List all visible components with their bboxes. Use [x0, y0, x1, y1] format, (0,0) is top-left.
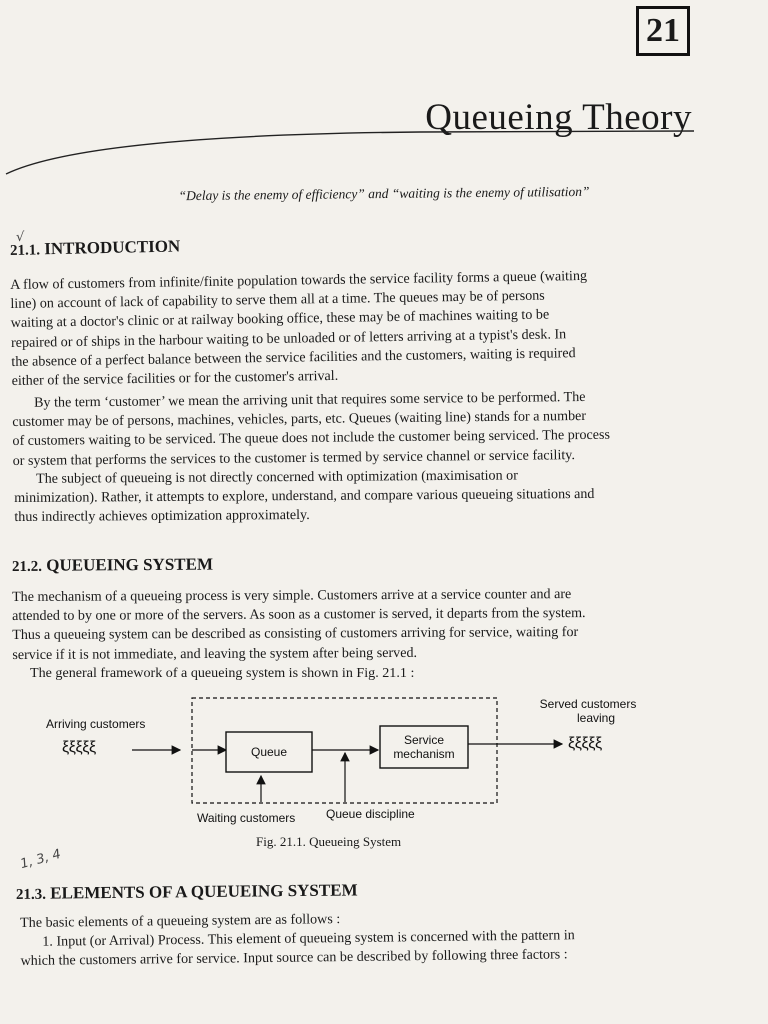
pencil-annotation: 1, 3, 4	[18, 846, 63, 873]
figure-caption: Fig. 21.1. Queueing System	[256, 834, 402, 849]
text-line: waiting at a doctor's clinic or at railway booking office, these may be of machines waiting to be	[10, 306, 550, 332]
intro-paragraph-1	[10, 265, 694, 391]
text-line: service if it is not immediate, and leaving the system after being served.	[12, 644, 418, 663]
text-line: thus indirectly achieves optimization approximately.	[14, 507, 310, 526]
section-number: 21.1.	[9, 242, 41, 259]
title-swoosh-line	[0, 118, 768, 178]
text-line: The mechanism of a queueing process is very simple. Customers arrive at a service counter and are	[12, 586, 572, 605]
text-line: customer may be of persons, machines, vehicles, parts, etc. Queues (waiting line) stands for a number	[12, 408, 587, 431]
text-line: or system that performs the services to the customer is termed by service channel or service facility.	[12, 446, 576, 469]
text-line: repaired or of ships in the harbour waiting to be unloaded or of letters arriving at a typist's desk. In	[10, 325, 567, 351]
elements-paragraph	[20, 906, 701, 972]
served-customers-label: Served customers	[539, 697, 637, 711]
text-line: minimization). Rather, it attempts to explore, understand, and compare various queueing situations and	[14, 486, 595, 507]
text-line: Thus a queueing system can be described as consisting of customers arriving for service, waiting for	[12, 624, 579, 644]
text-line: the absence of a perfect balance between the service facilities and the customers, waiting is required	[11, 344, 576, 370]
section-title: QUEUEING SYSTEM	[46, 554, 214, 575]
pencil-tick-mark: √	[16, 230, 25, 245]
queueing-system-paragraph-1	[12, 584, 696, 664]
chapter-number: 21	[646, 12, 680, 49]
arriving-customers-icon: ξξξξξ	[62, 739, 97, 756]
queueing-system-paragraph-2: The general framework of a queueing system is shown in Fig. 21.1 :	[30, 665, 415, 681]
text-line: line) on account of lack of capability to serve them all at a time. The queues may be of persons	[10, 287, 545, 313]
queue-discipline-label: Queue discipline	[326, 807, 415, 821]
intro-paragraph-3	[14, 465, 692, 527]
chapter-epigraph: “Delay is the enemy of efficiency” and “waiting is the enemy of utilisation”	[178, 183, 590, 204]
section-title: ELEMENTS OF A QUEUEING SYSTEM	[50, 880, 358, 903]
text-line: A flow of customers from infinite/finite population towards the service facility forms a queue (waiting	[10, 267, 588, 293]
served-customers-icon: ξξξξξ	[568, 735, 603, 752]
text-line: either of the service facilities or for the customer's arrival.	[11, 367, 339, 390]
section-number: 21.2.	[11, 558, 43, 575]
chapter-title: Queueing Theory	[425, 97, 692, 138]
queue-label: Queue	[250, 745, 288, 759]
section-number: 21.3.	[15, 886, 47, 903]
section-title: INTRODUCTION	[44, 236, 181, 259]
section-heading-queueing-system	[12, 555, 213, 576]
text-line: The basic elements of a queueing system are as follows :	[20, 911, 341, 931]
text-line: 1. Input (or Arrival) Process. This element of queueing system is concerned with the pattern in	[42, 927, 575, 950]
text-line: The subject of queueing is not directly concerned with optimization (maximisation or	[36, 467, 518, 487]
text-line: attended to by one or more of the servers. As soon as a customer is served, it departs from the system.	[12, 605, 586, 625]
text-line: By the term ‘customer’ we mean the arriving unit that requires some service to be performed. The	[34, 388, 586, 411]
waiting-customers-label: Waiting customers	[197, 811, 296, 825]
intro-paragraph-2	[12, 387, 693, 471]
text-line: of customers waiting to be serviced. The queue does not include the customer being serviced. The process	[12, 427, 611, 450]
text-line: which the customers arrive for service. Input source can be described by following three factors :	[20, 946, 568, 970]
served-customers-label-2: leaving	[576, 711, 616, 725]
chapter-number-box	[636, 6, 690, 56]
queueing-system-diagram	[40, 690, 680, 830]
service-label-line1: Service	[403, 733, 445, 747]
section-heading-elements	[16, 880, 358, 904]
section-heading-introduction	[10, 236, 181, 260]
arriving-customers-label: Arriving customers	[46, 717, 146, 731]
service-label-line2: mechanism	[393, 747, 455, 761]
